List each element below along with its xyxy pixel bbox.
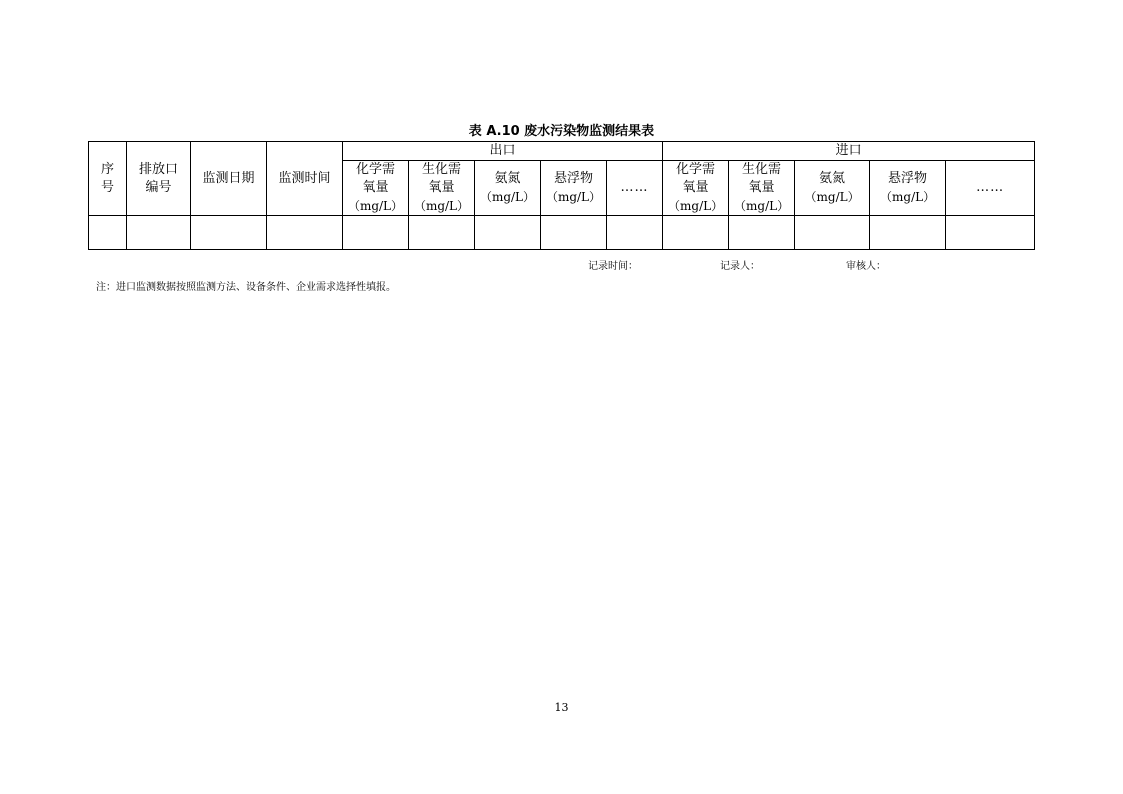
table-cell[interactable] xyxy=(89,216,127,250)
outlet-col-4: …… xyxy=(607,161,663,216)
record-time-label: 记录时间： xyxy=(588,261,638,272)
table-row xyxy=(89,216,1035,250)
table-cell[interactable] xyxy=(541,216,607,250)
header-seq: 序 号 xyxy=(89,142,127,216)
header-outlet-code: 排放口 编号 xyxy=(127,142,191,216)
inlet-col-3: 悬浮物 （mg/L） xyxy=(870,161,946,216)
page-number: 13 xyxy=(554,701,569,714)
table-cell[interactable] xyxy=(267,216,343,250)
recorder-label: 记录人： xyxy=(720,261,760,272)
table-cell[interactable] xyxy=(191,216,267,250)
inlet-col-0: 化学需 氧量 （mg/L） xyxy=(663,161,729,216)
table-cell[interactable] xyxy=(946,216,1035,250)
table-cell[interactable] xyxy=(870,216,946,250)
header-group-row xyxy=(89,142,1035,161)
outlet-col-2: 氨氮 （mg/L） xyxy=(475,161,541,216)
inlet-col-2: 氨氮 （mg/L） xyxy=(795,161,870,216)
outlet-col-1: 生化需 氧量 （mg/L） xyxy=(409,161,475,216)
monitoring-results-table xyxy=(88,141,1035,250)
table-cell[interactable] xyxy=(663,216,729,250)
table-title: 表 A.10 废水污染物监测结果表 xyxy=(468,124,655,139)
header-date: 监测日期 xyxy=(191,142,267,216)
table-cell[interactable] xyxy=(409,216,475,250)
footnote: 注：进口监测数据按照监测方法、设备条件、企业需求选择性填报。 xyxy=(96,282,396,293)
outlet-col-3: 悬浮物 （mg/L） xyxy=(541,161,607,216)
outlet-col-0: 化学需 氧量 （mg/L） xyxy=(343,161,409,216)
table-cell[interactable] xyxy=(795,216,870,250)
table-cell[interactable] xyxy=(729,216,795,250)
inlet-col-4: …… xyxy=(946,161,1035,216)
group-inlet: 进口 xyxy=(663,142,1035,161)
header-time: 监测时间 xyxy=(267,142,343,216)
table-cell[interactable] xyxy=(127,216,191,250)
table-cell[interactable] xyxy=(475,216,541,250)
table-cell[interactable] xyxy=(343,216,409,250)
reviewer-label: 审核人： xyxy=(846,261,886,272)
group-outlet: 出口 xyxy=(343,142,663,161)
table-cell[interactable] xyxy=(607,216,663,250)
inlet-col-1: 生化需 氧量 （mg/L） xyxy=(729,161,795,216)
